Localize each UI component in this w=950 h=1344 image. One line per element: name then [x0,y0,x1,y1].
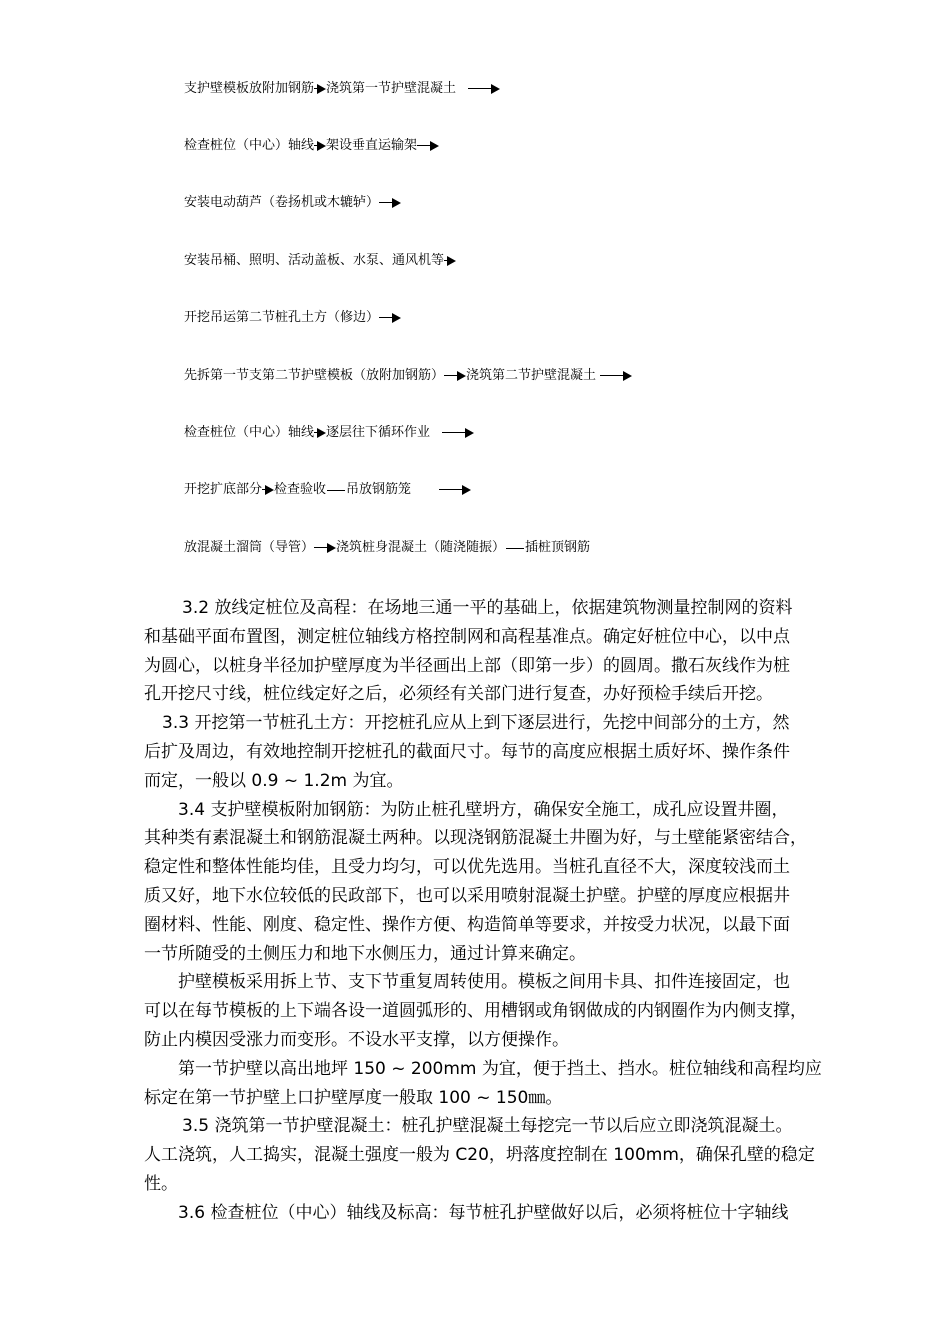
text-line: 和基础平面布置图，测定桩位轴线方格控制网和高程基准点。确定好桩位中心，以中点 [144,626,790,647]
text-line: 第一节护壁以高出地坪 150 ~ 200mm 为宜，便于挡土、挡水。桩位轴线和高程均应 [178,1058,822,1079]
text-line: 人工浇筑，人工捣实，混凝土强度一般为 C20，坍落度控制在 100mm，确保孔壁的稳定 [144,1145,815,1166]
flow-step-4-a: 安装吊桶、照明、活动盖板、水泵、通风机等 [184,253,445,268]
text-line: 可以在每节模板的上下端各设一道圆弧形的、用槽钢或角钢做成的内钢圈作为内侧支撑， [144,1001,807,1022]
text-line: 标定在第一节护壁上口护壁厚度一般取 100 ~ 150㎜。 [144,1087,563,1108]
arrow-right-icon [379,197,401,209]
flow-step-9-a: 放混凝土溜筒（导管） [184,540,315,555]
text-line: 3.5 浇筑第一节护壁混凝土：桩孔护壁混凝土每挖完一节以后应立即浇筑混凝土。 [182,1116,793,1137]
text-line: 护壁模板采用拆上节、支下节重复周转使用。模板之间用卡具、扣件连接固定，也 [178,972,790,993]
arrow-right-icon [468,83,500,95]
flow-step-5-a: 开挖吊运第二节桩孔土方（修边） [184,310,380,325]
text-line: 3.4 支护壁模板附加钢筋：为防止桩孔壁坍方，确保安全施工，成孔应设置井圈， [178,799,789,820]
flow-step-5 [184,309,401,327]
text-line: 稳定性和整体性能均佳，且受力均匀，可以优先选用。当桩孔直径不大，深度较浅而土 [144,857,790,878]
flow-step-3 [184,194,401,212]
arrow-right-icon [314,140,326,152]
text-line: 3.6 检查桩位（中心）轴线及标高：每节桩孔护壁做好以后，必须将桩位十字轴线 [178,1202,789,1223]
flow-step-2-a: 检查桩位（中心）轴线 [184,138,315,153]
text-line: 为圆心，以桩身半径加护壁厚度为半径画出上部（即第一步）的圆周。撒石灰线作为桩 [144,655,790,676]
text-line: 其种类有素混凝土和钢筋混凝土两种。以现浇钢筋混凝土井圈为好，与土壁能紧密结合， [144,828,807,849]
arrow-right-icon [417,140,439,152]
flow-step-3-a: 安装电动葫芦（卷扬机或木辘轳） [184,195,380,210]
flow-step-9-c: 插桩顶钢筋 [525,540,591,555]
flow-step-2 [184,137,439,155]
arrow-right-icon [314,83,326,95]
flow-step-6-b: 浇筑第二节护壁混凝土 [466,368,597,383]
flow-step-9-b: 浇筑桩身混凝土（随浇随振） [336,540,506,555]
arrow-right-icon [314,427,326,439]
text-line: 一节所随受的土侧压力和地下水侧压力，通过计算来确定。 [144,943,586,964]
text-line: 后扩及周边，有效地控制开挖桩孔的截面尺寸。每节的高度应根据土质好坏、操作条件 [144,741,790,762]
flow-step-9 [184,539,590,557]
flow-connector-line [506,548,524,549]
text-line: 孔开挖尺寸线，桩位线定好之后，必须经有关部门进行复查，办好预检手续后开挖。 [144,684,773,705]
arrow-right-icon [444,255,456,267]
text-line: 防止内模因受涨力而变形。不设水平支撑，以方便操作。 [144,1029,569,1050]
flow-step-8-b: 检查验收 [274,482,327,497]
text-line: 3.3 开挖第一节桩孔土方：开挖桩孔应从上到下逐层进行，先挖中间部分的土方，然 [162,713,790,734]
flow-step-8 [184,481,471,499]
body-text [144,594,896,1228]
flow-step-1-a: 支护壁模板放附加钢筋 [184,81,315,96]
flow-step-1-b: 浇筑第一节护壁混凝土 [326,81,457,96]
arrow-right-icon [444,370,466,382]
arrow-right-icon [439,484,471,496]
flow-step-4 [184,252,456,270]
flow-step-2-b: 架设垂直运输架 [326,138,418,153]
flow-step-7 [184,424,474,442]
flow-step-8-c: 吊放钢筋笼 [346,482,412,497]
flow-step-8-a: 开挖扩底部分 [184,482,263,497]
text-line: 性。 [144,1173,178,1194]
text-line: 质又好，地下水位较低的民政部下，也可以采用喷射混凝土护壁。护壁的厚度应根据井 [144,885,790,906]
text-line: 3.2 放线定桩位及高程：在场地三通一平的基础上，依据建筑物测量控制网的资料 [182,598,793,618]
arrow-right-icon [379,312,401,324]
flow-step-6 [184,367,632,385]
text-line: 而定，一般以 0.9 ~ 1.2m 为宜。 [144,770,404,791]
arrow-right-icon [600,370,632,382]
flow-step-6-a: 先拆第一节支第二节护壁模板（放附加钢筋） [184,368,445,383]
text-line: 圈材料、性能、刚度、稳定性、操作方便、构造简单等要求，并按受力状况，以最下面 [144,914,790,935]
arrow-right-icon [314,542,336,554]
arrow-right-icon [262,484,274,496]
arrow-right-icon [442,427,474,439]
flow-step-1 [184,80,500,98]
flow-step-7-a: 检查桩位（中心）轴线 [184,425,315,440]
flow-connector-line [327,490,345,491]
flow-step-7-b: 逐层往下循环作业 [326,425,431,440]
